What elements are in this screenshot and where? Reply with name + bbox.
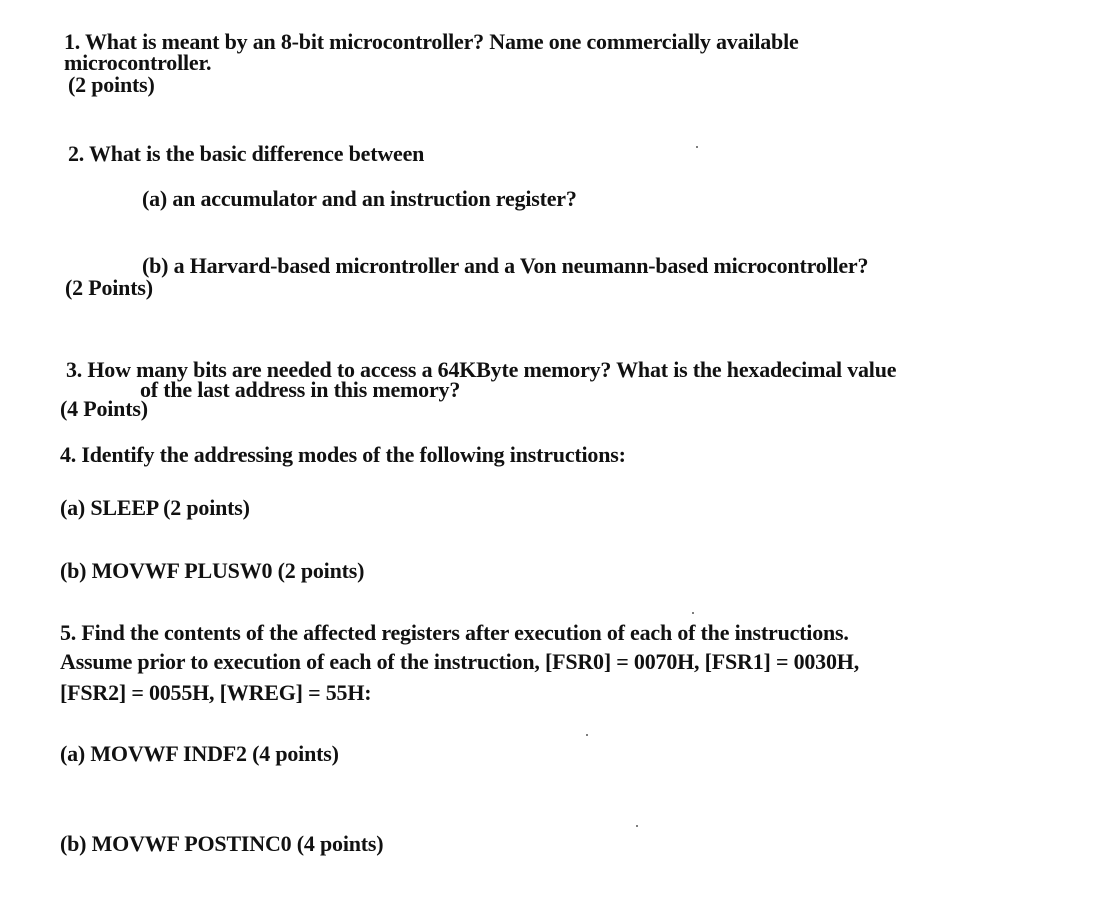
- q5-part-b: (b) MOVWF POSTINC0 (4 points): [60, 831, 384, 856]
- q4-stem: 4. Identify the addressing modes of the following instructions:: [60, 442, 626, 467]
- q1-line2: microcontroller.: [64, 50, 212, 75]
- q3-points: (4 Points): [60, 396, 148, 421]
- scan-speck: [636, 825, 638, 827]
- q4-part-a: (a) SLEEP (2 points): [60, 495, 250, 520]
- q5-line2: Assume prior to execution of each of the instruction, [FSR0] = 0070H, [FSR1] = 0030H,: [60, 649, 859, 674]
- scan-speck: [586, 734, 588, 736]
- q2-part-a: (a) an accumulator and an instruction register?: [142, 186, 577, 211]
- q5-part-a: (a) MOVWF INDF2 (4 points): [60, 741, 339, 766]
- q2-points: (2 Points): [65, 275, 153, 300]
- q5-line1: 5. Find the contents of the affected registers after execution of each of the instructions.: [60, 620, 849, 645]
- q2-part-b: (b) a Harvard-based microntroller and a Von neumann-based microcontroller?: [142, 253, 869, 278]
- scan-speck: [696, 146, 698, 148]
- q3-line1: 3. How many bits are needed to access a 64KByte memory? What is the hexadecimal value: [66, 357, 897, 382]
- scan-speck: [692, 612, 694, 614]
- q1-line1: 1. What is meant by an 8-bit microcontroller? Name one commercially available: [64, 29, 799, 54]
- q3-line2: of the last address in this memory?: [140, 377, 461, 402]
- q2-stem: 2. What is the basic difference between: [68, 141, 425, 166]
- q1-points: (2 points): [68, 72, 155, 97]
- q5-line3: [FSR2] = 0055H, [WREG] = 55H:: [60, 680, 372, 705]
- q4-part-b: (b) MOVWF PLUSW0 (2 points): [60, 558, 365, 583]
